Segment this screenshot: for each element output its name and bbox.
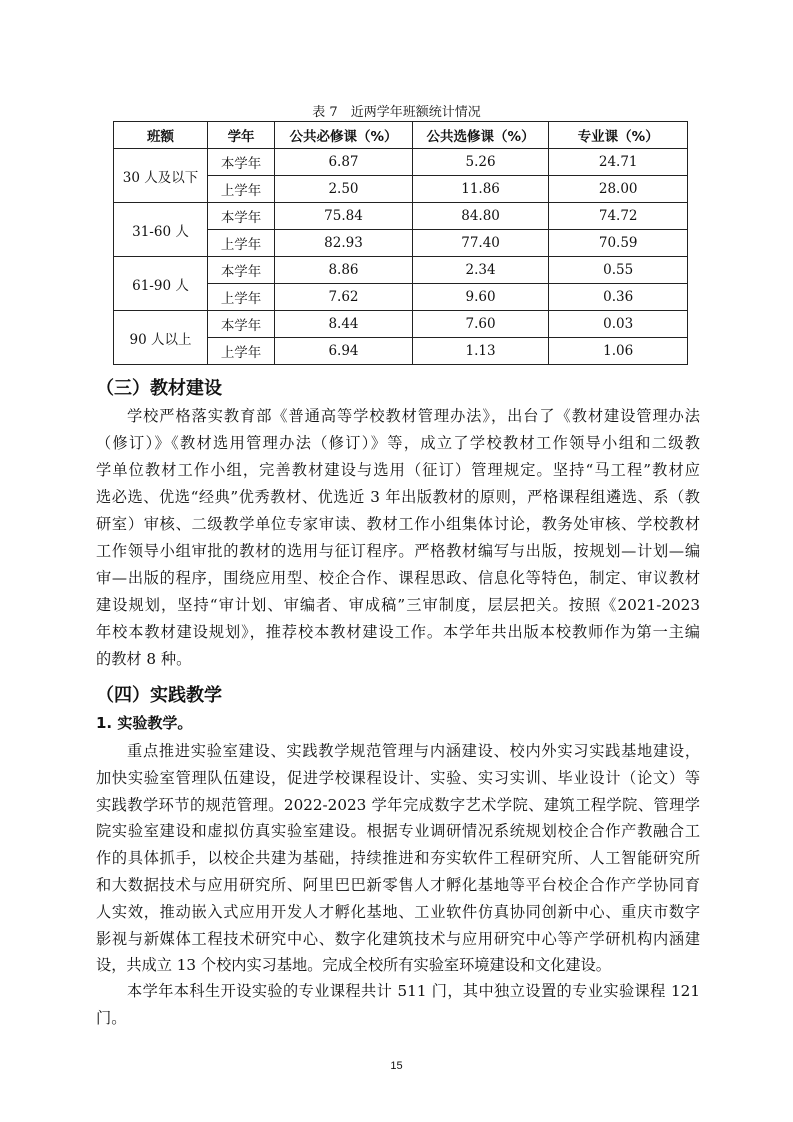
value-cell: 2.34 xyxy=(412,257,549,284)
column-header: 班额 xyxy=(114,122,208,149)
class-size-cell: 90 人以上 xyxy=(114,311,208,365)
value-cell: 82.93 xyxy=(275,230,413,257)
paragraph-line: （修订）》《教材选用管理办法（修订）》等，成立了学校教材工作领导小组和二级教 xyxy=(96,434,700,452)
year-cell: 上学年 xyxy=(207,338,274,365)
paragraph-line: 重点推进实验室建设、实践教学规范管理与内涵建设、校内外实习实践基地建设， xyxy=(127,742,700,760)
value-cell: 6.94 xyxy=(275,338,413,365)
value-cell: 8.86 xyxy=(275,257,413,284)
value-cell: 7.60 xyxy=(412,311,549,338)
value-cell: 75.84 xyxy=(275,203,413,230)
table-header-row xyxy=(114,122,688,149)
value-cell: 7.62 xyxy=(275,284,413,311)
paragraph-line: 加快实验室管理队伍建设，促进学校课程设计、实验、实习实训、毕业设计（论文）等 xyxy=(96,768,700,787)
table-row xyxy=(114,203,688,230)
value-cell: 24.71 xyxy=(549,149,688,176)
value-cell: 0.55 xyxy=(549,257,688,284)
value-cell: 84.80 xyxy=(412,203,549,230)
section-heading-textbooks: （三）教材建设 xyxy=(96,378,222,399)
paragraph-line: 院实验室建设和虚拟仿真实验室建设。根据专业调研情况系统规划校企合作产教融合工 xyxy=(96,822,700,841)
section-heading-practice: （四）实践教学 xyxy=(96,685,222,706)
year-cell: 本学年 xyxy=(207,149,274,176)
table-caption: 表 7 近两学年班额统计情况 xyxy=(312,105,481,120)
value-cell: 74.72 xyxy=(549,203,688,230)
paragraph-line: 和大数据技术与应用研究所、阿里巴巴新零售人才孵化基地等平台校企合作产学协同育 xyxy=(96,876,700,894)
value-cell: 0.03 xyxy=(549,311,688,338)
year-cell: 上学年 xyxy=(207,176,274,203)
paragraph-line: 研室）审核、二级教学单位专家审读、教材工作小组集体讨论，教务处审核、学校教材 xyxy=(96,515,700,533)
class-size-cell: 30 人及以下 xyxy=(114,149,208,203)
class-size-table xyxy=(113,121,688,365)
subheading-experiment: 1. 实验教学。 xyxy=(96,714,193,732)
value-cell: 9.60 xyxy=(412,284,549,311)
paragraph-line: 审—出版的程序，围绕应用型、校企合作、课程思政、信息化等特色，制定、审议教材 xyxy=(96,569,700,587)
paragraph-line: 人实效，推动嵌入式应用开发人才孵化基地、工业软件仿真协同创新中心、重庆市数字 xyxy=(96,902,700,921)
value-cell: 1.06 xyxy=(549,338,688,365)
paragraph-line: 门。 xyxy=(96,1008,127,1027)
value-cell: 0.36 xyxy=(549,284,688,311)
value-cell: 2.50 xyxy=(275,176,413,203)
column-header: 学年 xyxy=(207,122,274,149)
value-cell: 28.00 xyxy=(549,176,688,203)
paragraph-line: 年校本教材建设规划》，推荐校本教材建设工作。本学年共出版本校教师作为第一主编 xyxy=(96,623,700,641)
value-cell: 1.13 xyxy=(412,338,549,365)
year-cell: 本学年 xyxy=(207,311,274,338)
value-cell: 70.59 xyxy=(549,230,688,257)
value-cell: 77.40 xyxy=(412,230,549,257)
paragraph-line: 学校严格落实教育部《普通高等学校教材管理办法》，出台了《教材建设管理办法 xyxy=(127,407,700,425)
page-number: 15 xyxy=(390,1060,403,1072)
table-row xyxy=(114,149,688,176)
paragraph-line: 选必选、优选“经典”优秀教材、优选近 3 年出版教材的原则，严格课程组遴选、系（教 xyxy=(96,488,700,506)
paragraph-line: 设，共成立 13 个校内实习基地。完成全校所有实验室环境建设和文化建设。 xyxy=(96,956,611,975)
paragraph-line: 本学年本科生开设实验的专业课程共计 511 门，其中独立设置的专业实验课程 121 xyxy=(127,982,700,1000)
column-header: 公共必修课（%） xyxy=(275,122,413,149)
paragraph-line: 建设规划，坚持“审计划、审编者、审成稿”三审制度，层层把关。按照《2021-2023 xyxy=(96,596,700,614)
column-header: 公共选修课（%） xyxy=(412,122,549,149)
paragraph-line: 学单位教材工作小组，完善教材建设与选用（征订）管理规定。坚持“马工程”教材应 xyxy=(96,461,700,479)
year-cell: 上学年 xyxy=(207,230,274,257)
column-header: 专业课（%） xyxy=(549,122,688,149)
paragraph-line: 实践教学环节的规范管理。2022-2023 学年完成数字艺术学院、建筑工程学院、管理学 xyxy=(96,795,700,814)
year-cell: 本学年 xyxy=(207,203,274,230)
value-cell: 6.87 xyxy=(275,149,413,176)
year-cell: 上学年 xyxy=(207,284,274,311)
paragraph-line: 工作领导小组审批的教材的选用与征订程序。严格教材编写与出版，按规划—计划—编 xyxy=(96,542,700,560)
table-row xyxy=(114,311,688,338)
value-cell: 5.26 xyxy=(412,149,549,176)
table-row xyxy=(114,257,688,284)
paragraph-line: 的教材 8 种。 xyxy=(96,650,192,668)
paragraph-line: 影视与新媒体工程技术研究中心、数字化建筑技术与应用研究中心等产学研机构内涵建 xyxy=(96,929,700,948)
value-cell: 11.86 xyxy=(412,176,549,203)
paragraph-line: 作的具体抓手，以校企共建为基础，持续推进和夯实软件工程研究所、人工智能研究所 xyxy=(96,849,700,868)
year-cell: 本学年 xyxy=(207,257,274,284)
class-size-cell: 31-60 人 xyxy=(114,203,208,257)
class-size-cell: 61-90 人 xyxy=(114,257,208,311)
value-cell: 8.44 xyxy=(275,311,413,338)
